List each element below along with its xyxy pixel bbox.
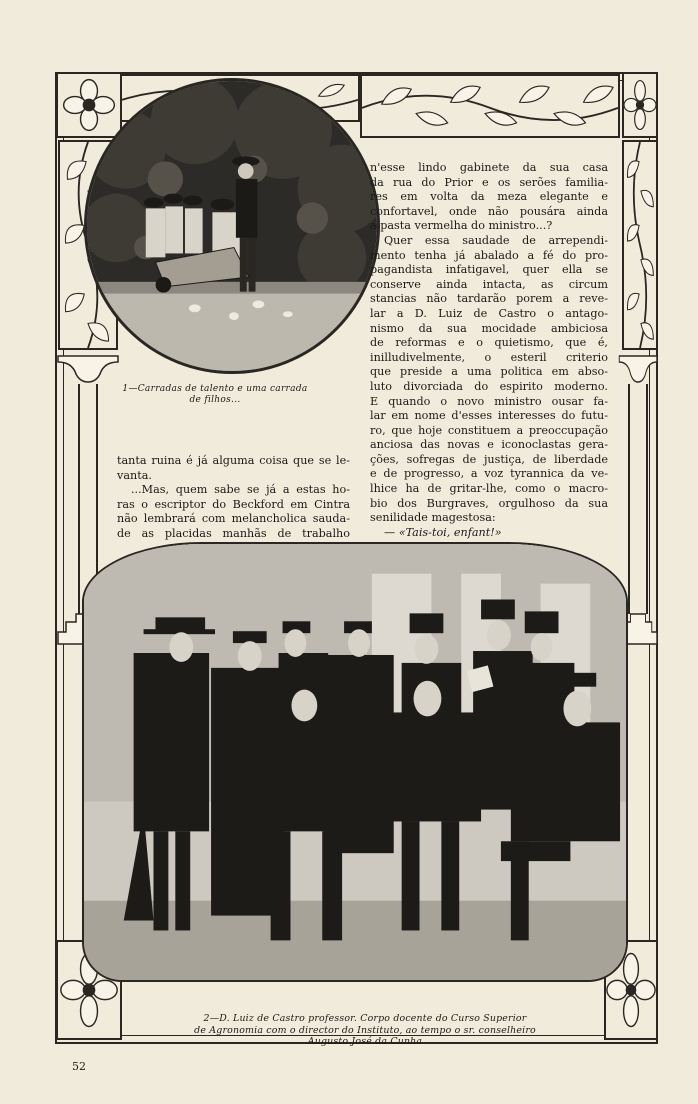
text-line: vanta. [117,468,152,482]
text-line: lar a D. Luiz de Castro o antago- [370,306,608,320]
text-line: senilidade magestosa: [370,511,496,525]
right-leaf-band [622,140,658,350]
caption-1-line-1: 1—Carradas de talento e uma carrada [122,384,308,394]
text-line: conserve ainda intacta, as circum [370,277,608,291]
corner-flower-top-right [622,72,658,138]
text-line: a pasta vermelha do ministro...? [370,219,553,233]
text-line: nismo da sua mocidade ambiciosa [370,321,608,335]
right-column-capital [618,352,658,386]
text-line: E quando o novo ministro ousar fa- [370,394,608,408]
text-line: Quer essa saudade de arrependi- [384,233,608,247]
text-line: stancias não tardarão porem a reve- [370,292,608,306]
text-line: de reformas e o quietismo, que é, [370,336,608,350]
top-leaf-band [360,74,620,138]
text-line: de as placidas manhãs de trabalho [117,526,350,540]
faculty-group-photo [82,542,628,982]
right-column-shaft [628,384,648,614]
caption-2-line-2: de Agronomia com o director do Instituto, ao tempo o sr. conselheiro [194,1024,536,1036]
text-line: que preside a uma politica em abso- [370,365,608,379]
photo-caption-2 [150,1013,580,1048]
text-line: n'esse lindo gabinete da sua casa [370,161,608,174]
text-line: — «Tais-toi, enfant!» [384,525,502,539]
corner-flower-top-left [56,72,122,138]
right-text-column [370,161,608,540]
caption-1-line-2: de filhos... [189,395,241,405]
text-line: ras o escriptor do Beckford em Cintra [117,497,350,511]
text-line: ...Mas, quem sabe se já a estas ho- [131,483,350,497]
left-text-column [117,454,350,542]
text-line: lhice ha de gritar-lhe, como o macro- [370,482,608,496]
caption-2-line-1: 2—D. Luiz de Castro professor. Corpo docente do Curso Superior [203,1013,527,1024]
text-line: mento tenha já abalado a fé do pro- [370,248,608,262]
text-line: não lembrará com melancholica sauda- [117,512,350,526]
text-line: ro, que hoje constituem a preoccupação [370,423,608,437]
text-line: inilludivelmente, o esteril criterio [370,350,608,364]
text-line: lar em nome d'esses interesses do futu- [370,409,608,423]
text-line: ções, sofregas de justiça, de liberdade [370,452,608,466]
text-line: bio dos Burgraves, orgulhoso da sua [370,496,608,510]
text-line: e de progresso, a voz tyrannica da ve- [370,467,608,481]
text-line: pagandista infatigavel, quer ella se [370,263,608,277]
caption-2-line-3: Augusto José da Cunha [307,1036,423,1047]
text-line: luto divorciada do espirito moderno. [370,379,608,393]
photo-caption-1 [120,384,310,406]
text-line: res em volta da meza elegante e [370,190,608,204]
text-line: anciosa das novas e iconoclastas gera- [370,438,608,452]
text-line: tanta ruina é já alguma coisa que se le- [117,454,350,467]
left-column-capital [56,352,120,386]
text-line: confortavel, onde não pousára ainda [370,204,608,218]
page-number: 52 [72,1060,86,1073]
family-photo [84,78,380,374]
text-line: da rua do Prior e os serões familia- [370,175,608,189]
